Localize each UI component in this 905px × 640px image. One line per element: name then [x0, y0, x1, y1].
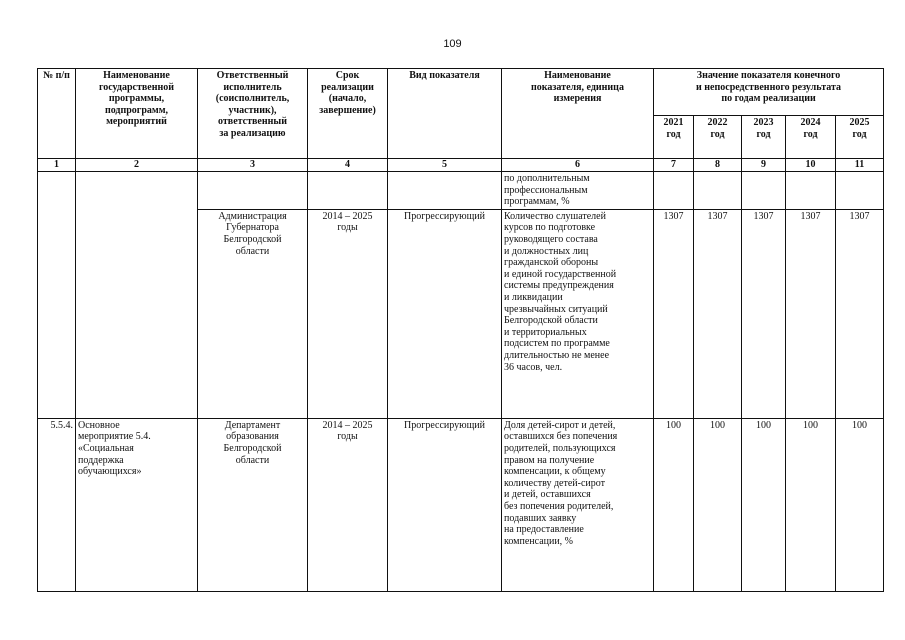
row-responsible: Администрация Губернатора Белгородской области	[198, 209, 308, 418]
row-value-2021: 1307	[654, 209, 694, 418]
column-number: 10	[786, 159, 836, 172]
row-number	[38, 172, 76, 210]
row-value-2023: 100	[742, 418, 786, 591]
row-number	[38, 209, 76, 418]
row-program-name	[76, 172, 198, 210]
header-year-2022: 2022 год	[694, 116, 742, 159]
indicator-table	[37, 68, 884, 592]
row-value-2025: 100	[836, 418, 884, 591]
row-indicator-name: Доля детей-сирот и детей, оставшихся без попечения родителей, пользующихся правом на получение компенсации, к общему количеству детей-сирот и детей, оставшихся без попечения родителей, подавших заявку на предоставление компенсации, %	[502, 418, 654, 591]
column-number: 11	[836, 159, 884, 172]
header-year-2021: 2021 год	[654, 116, 694, 159]
row-responsible: Департамент образования Белгородской области	[198, 418, 308, 591]
row-indicator-name: Количество слушателей курсов по подготовке руководящего состава и должностных лиц гражданской обороны и единой государственной системы предупреждения и ликвидации чрезвычайных ситуаций Белгородской области и территориальных подсистем по программе длительностью не менее 36 часов, чел.	[502, 209, 654, 418]
row-program-name	[76, 209, 198, 418]
header-number: № п/п	[38, 69, 76, 159]
header-indicator-type: Вид показателя	[388, 69, 502, 159]
row-value-2024: 1307	[786, 209, 836, 418]
row-program-name: Основное мероприятие 5.4. «Социальная поддержка обучающихся»	[76, 418, 198, 591]
row-number: 5.5.4.	[38, 418, 76, 591]
page-number: 109	[443, 38, 462, 50]
table-row	[38, 209, 884, 418]
row-indicator-type: Прогрессирующий	[388, 418, 502, 591]
row-value-2025	[836, 172, 884, 210]
row-value-2024	[786, 172, 836, 210]
column-number: 5	[388, 159, 502, 172]
row-value-2023: 1307	[742, 209, 786, 418]
row-indicator-name: по дополнительным профессиональным программам, %	[502, 172, 654, 210]
column-number: 3	[198, 159, 308, 172]
header-indicator-name: Наименование показателя, единица измерения	[502, 69, 654, 159]
row-value-2022: 100	[694, 418, 742, 591]
row-indicator-type: Прогрессирующий	[388, 209, 502, 418]
column-number: 2	[76, 159, 198, 172]
row-period	[308, 172, 388, 210]
row-period: 2014 – 2025 годы	[308, 209, 388, 418]
header-period: Срок реализации (начало, завершение)	[308, 69, 388, 159]
row-value-2024: 100	[786, 418, 836, 591]
row-indicator-type	[388, 172, 502, 210]
row-value-2021: 100	[654, 418, 694, 591]
header-values-group: Значение показателя конечного и непосредственного результата по годам реализации	[654, 69, 884, 116]
header-year-2025: 2025 год	[836, 116, 884, 159]
header-year-2024: 2024 год	[786, 116, 836, 159]
column-number: 4	[308, 159, 388, 172]
header-program-name: Наименование государственной программы, подпрограмм, мероприятий	[76, 69, 198, 159]
row-value-2022: 1307	[694, 209, 742, 418]
row-period: 2014 – 2025 годы	[308, 418, 388, 591]
row-value-2025: 1307	[836, 209, 884, 418]
row-responsible	[198, 172, 308, 210]
column-number: 6	[502, 159, 654, 172]
row-value-2021	[654, 172, 694, 210]
header-year-2023: 2023 год	[742, 116, 786, 159]
column-number: 8	[694, 159, 742, 172]
column-number: 9	[742, 159, 786, 172]
header-responsible: Ответственный исполнитель (соисполнитель, участник), ответственный за реализацию	[198, 69, 308, 159]
column-number: 7	[654, 159, 694, 172]
table-row	[38, 172, 884, 210]
column-number: 1	[38, 159, 76, 172]
row-value-2022	[694, 172, 742, 210]
table-row	[38, 418, 884, 591]
row-value-2023	[742, 172, 786, 210]
